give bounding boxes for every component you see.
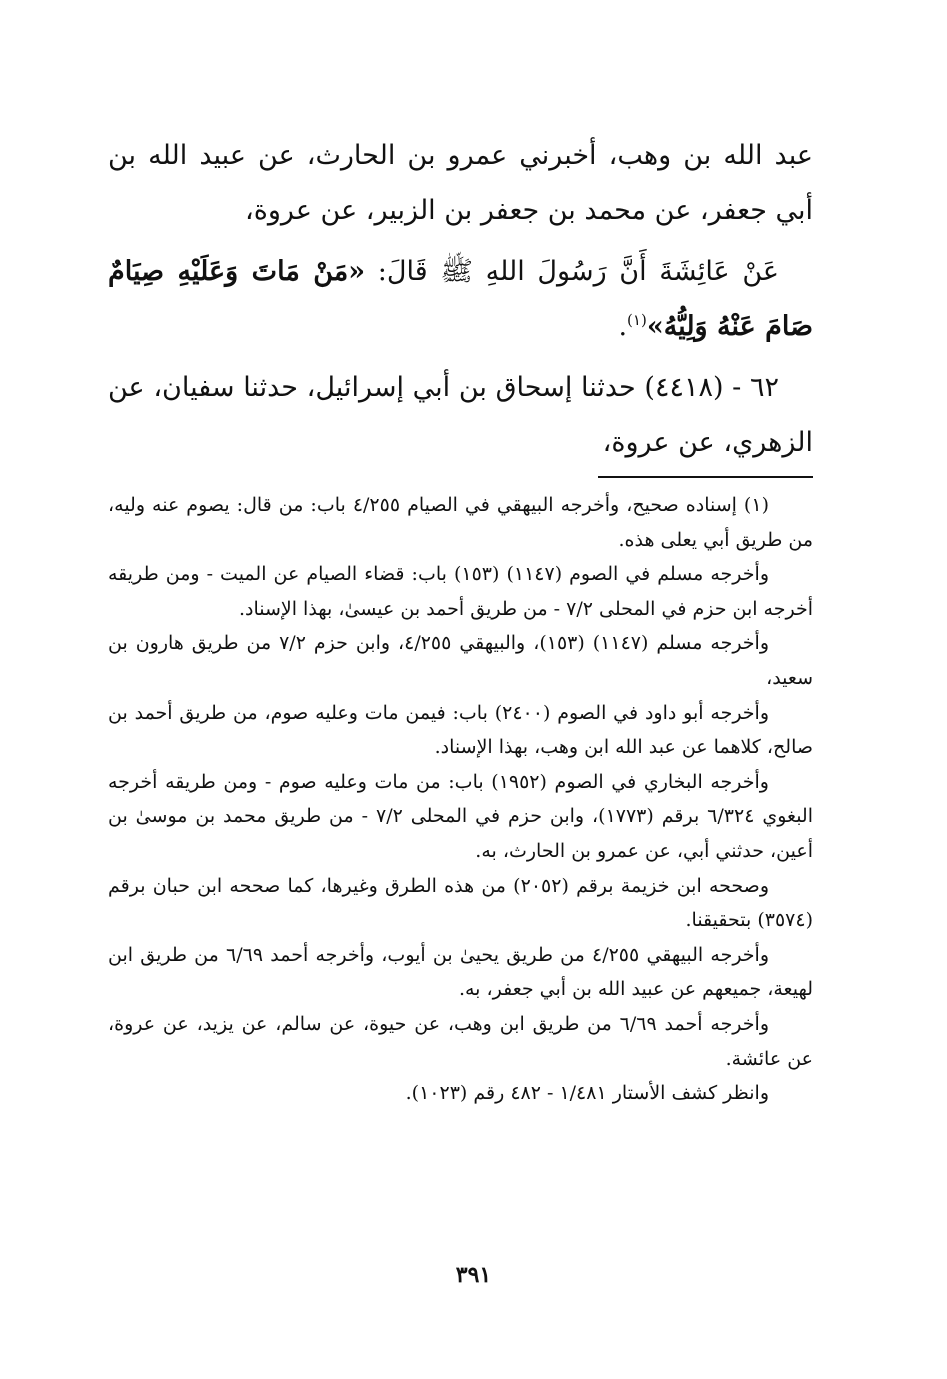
page-number: ٣٩١ (455, 1262, 492, 1288)
footnote-paragraph: وأخرجه أبو داود في الصوم (٢٤٠٠) باب: فيمن مات وعليه صوم، من طريق أحمد بن صالح، كلاهما عن عبد الله ابن وهب، بهذا الإسناد. (108, 701, 813, 759)
hadith-text: «مَنْ مَاتَ وَعَلَيْهِ صِيَامٌ صَامَ عَنْهُ وَلِيُّهُ» (108, 256, 813, 342)
main-text (108, 128, 813, 470)
footnote-paragraph: وأخرجه مسلم في الصوم (١١٤٧) (١٥٣) باب: قضاء الصيام عن الميت - ومن طريقه أخرجه ابن حزم في المحلى ٧/٢ - من طريق أحمد بن عيسىٰ، بهذا الإسناد. (108, 563, 813, 620)
footnote-paragraph: وأخرجه مسلم (١١٤٧) (١٥٣)، والبيهقي ٤/٢٥٥، وابن حزم ٧/٢ من طريق هارون بن سعيد، (108, 632, 813, 689)
footnote-divider (598, 476, 813, 478)
hadith-end: . (618, 311, 628, 342)
footnote-paragraph: وانظر كشف الأستار ١/٤٨١ - ٤٨٢ رقم (١٠٢٣). (405, 1082, 769, 1105)
footnote-paragraph: وأخرجه أحمد ٦/٦٩ من طريق ابن وهب، عن حيوة، عن سالم، عن يزيد، عن عروة، عن عائشة. (108, 1012, 813, 1070)
page-body (108, 128, 813, 1328)
isnad-paragraph: عبد الله بن وهب، أخبرني عمرو بن الحارث، عن عبيد الله بن أبي جعفر، عن محمد بن جعفر بن الزبير، عن عروة، (108, 140, 813, 226)
footnote-paragraph: وصححه ابن خزيمة برقم (٢٠٥٢) من هذه الطرق وغيرها، كما صححه ابن حبان برقم (٣٥٧٤) بتحقيقنا. (108, 874, 813, 932)
footnote-paragraph: وأخرجه البيهقي ٤/٢٥٥ من طريق يحيىٰ بن أيوب، وأخرجه أحمد ٦/٦٩ من طريق ابن لهيعة، جميعهم عن عبيد الله بن أبي جعفر، به. (108, 943, 813, 1001)
hadith-paragraph (108, 244, 813, 354)
hadith-62-paragraph: ٦٢ - (٤٤١٨) حدثنا إسحاق بن أبي إسرائيل، حدثنا سفيان، عن الزهري، عن عروة، (108, 372, 813, 458)
footnote-paragraph: وأخرجه البخاري في الصوم (١٩٥٢) باب: من مات وعليه صوم - ومن طريقه أخرجه البغوي ٦/٣٢٤ برقم (١٧٧٣)، وابن حزم في المحلى ٧/٢ - من طريق محمد بن موسىٰ بن أعين، حدثني أبي، عن عمرو بن الحارث، به. (108, 770, 813, 862)
hadith-narrator: عَنْ عَائِشَةَ أَنَّ رَسُولَ اللهِ ﷺ قَالَ: (365, 256, 779, 287)
footnote-reference: (١) (627, 311, 647, 329)
footnotes (108, 488, 813, 1111)
footnote-paragraph: (١) إسناده صحيح، وأخرجه البيهقي في الصيام ٤/٢٥٥ باب: من قال: يصوم عنه وليه، من طريق أبي يعلى هذه. (108, 494, 813, 551)
